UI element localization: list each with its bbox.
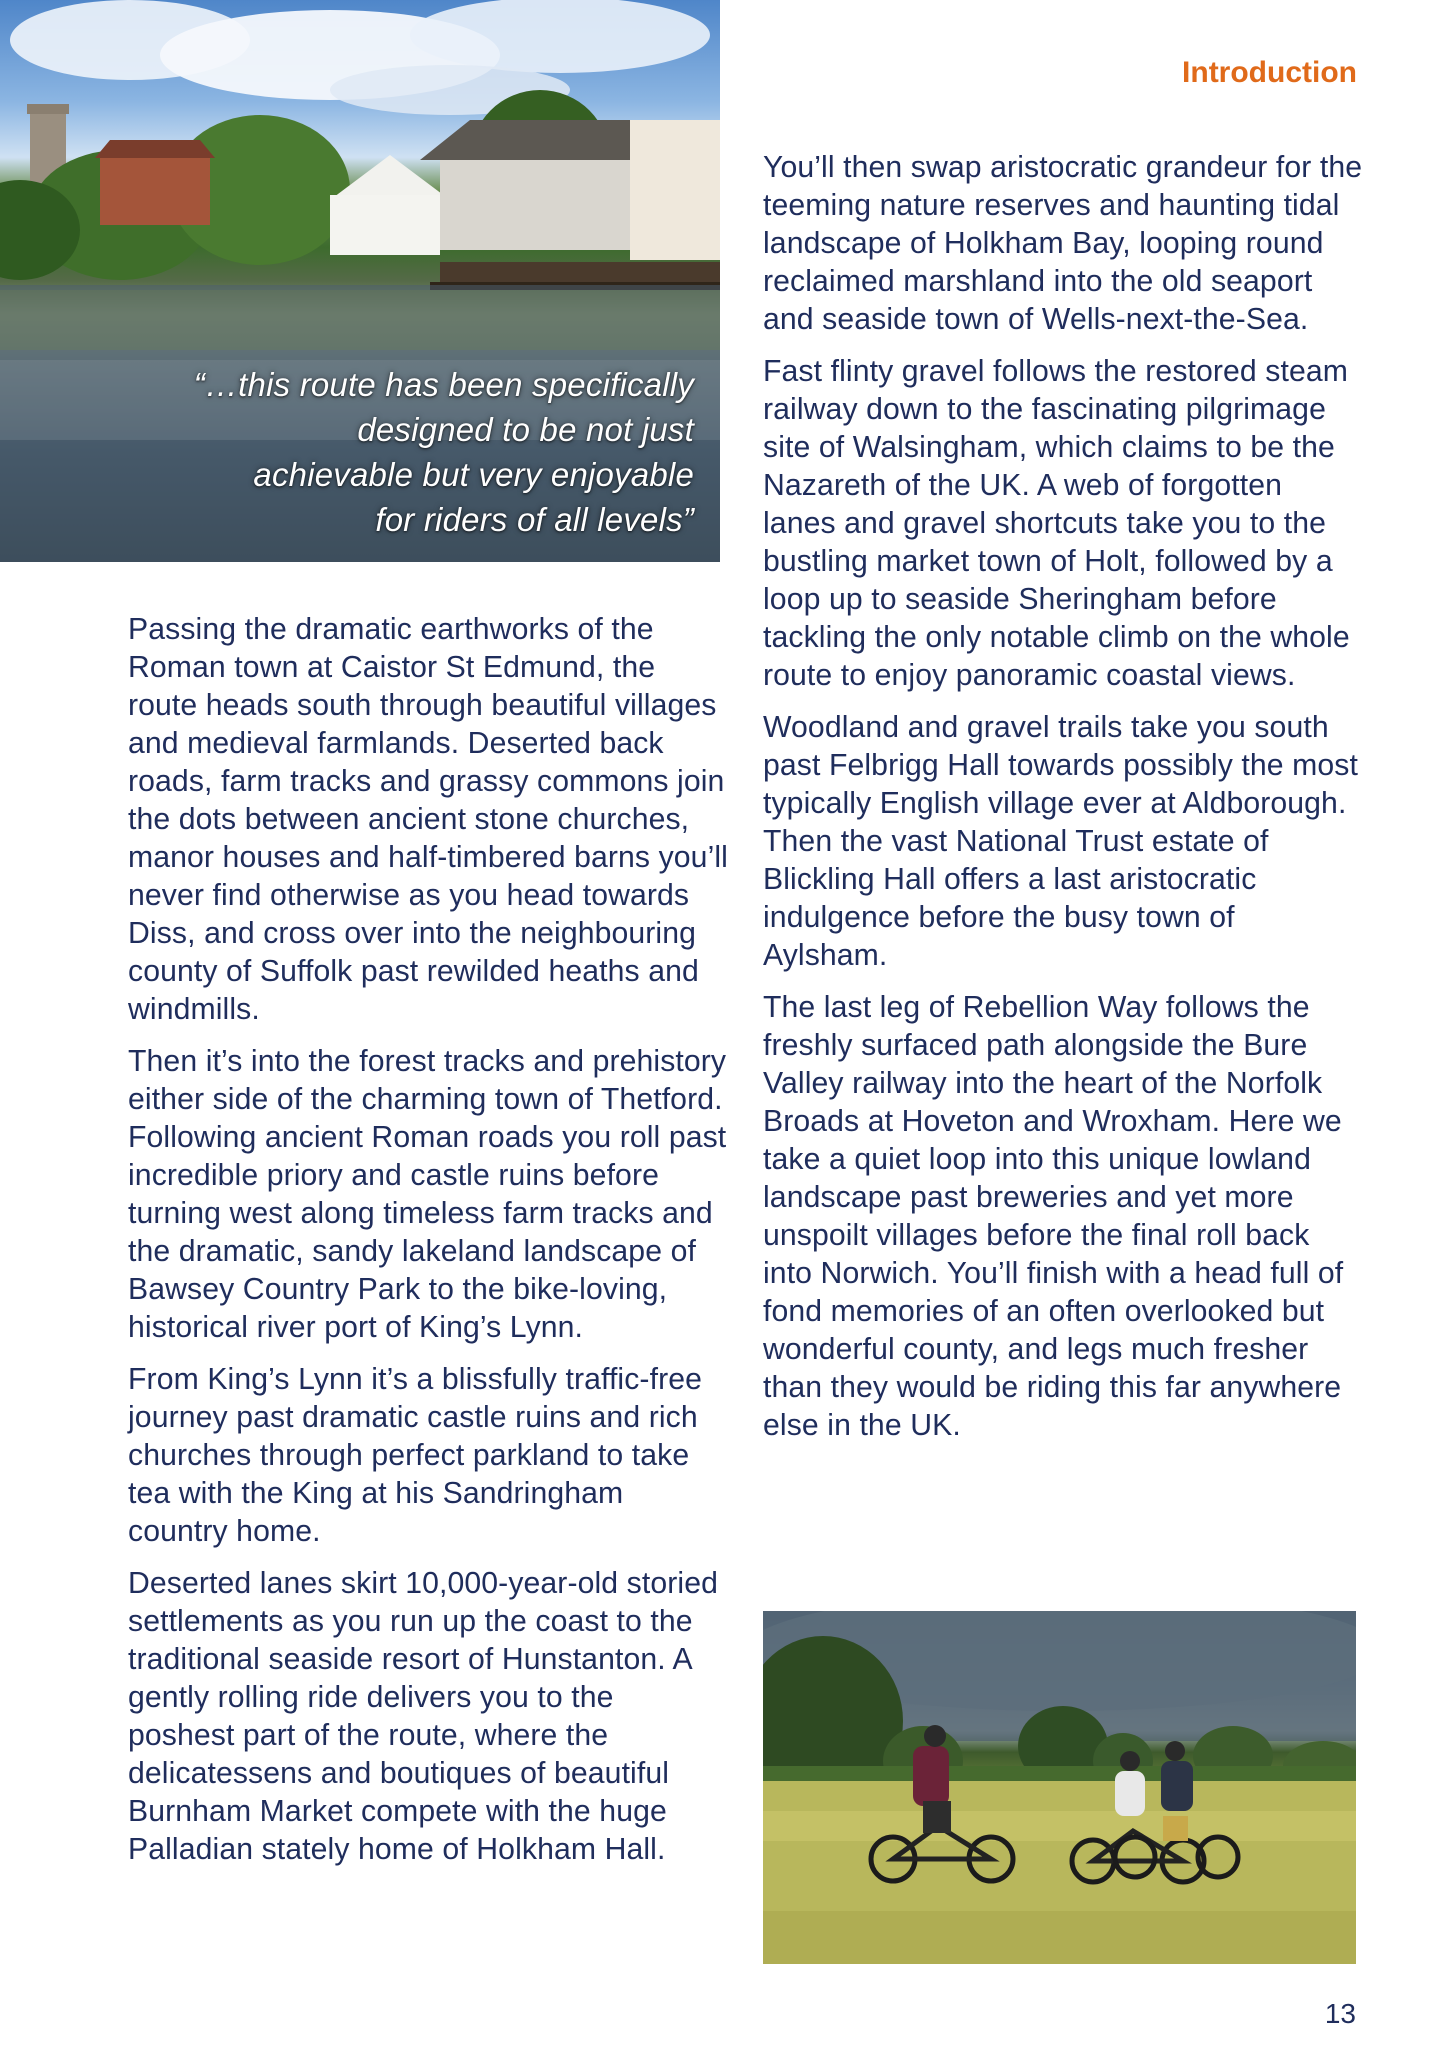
page-number: 13 — [1324, 1998, 1356, 2029]
left-column — [128, 611, 728, 1883]
pull-quote-line: achievable but very enjoyable — [253, 456, 694, 493]
body-paragraph: Fast flinty gravel follows the restored steam railway down to the fascinating pilgrimage site of Walsingham, which claims to be the Nazareth of the UK. A web of forgotten lanes and gravel shortcuts take you to the bustling market town of Holt, followed by a loop up to seaside Sheringham before tackling the only notable climb on the whole route to enjoy panoramic coastal views. — [763, 355, 1350, 692]
section-title: Introduction — [1182, 56, 1357, 89]
hero-photo — [0, 0, 720, 562]
pull-quote-line: for riders of all levels” — [375, 501, 694, 538]
body-paragraph: The last leg of Rebellion Way follows the freshly surfaced path alongside the Bure Valley railway into the heart of the Norfolk Broads at Hoveton and Wroxham. Here we take a quiet loop into this unique lowland landscape past breweries and yet more unspoilt villages before the final roll back into Norwich. You’ll finish with a head full of fond memories of an often overlooked but wonderful county, and legs much fresher than they would be riding this far anywhere else in the UK. — [763, 991, 1344, 1442]
body-paragraph: Then it’s into the forest tracks and prehistory either side of the charming town of Thetford. Following ancient Roman roads you roll past incredible priory and castle ruins before turning west along timeless farm tracks and the dramatic, sandy lakeland landscape of Bawsey Country Park to the bike-loving, historical river port of King’s Lynn. — [128, 1045, 727, 1344]
pull-quote — [94, 362, 694, 542]
pull-quote-line: designed to be not just — [357, 411, 694, 448]
body-paragraph: Passing the dramatic earthworks of the Roman town at Caistor St Edmund, the route heads south through beautiful villages and medieval farmlands. Deserted back roads, farm tracks and grassy commons join the dots between ancient stone churches, manor houses and half-timbered barns you’ll never find otherwise as you head towards Diss, and cross over into the neighbouring county of Suffolk past rewilded heaths and windmills. — [128, 613, 728, 1026]
cyclists-photo — [763, 1611, 1356, 1964]
body-paragraph: Woodland and gravel trails take you south past Felbrigg Hall towards possibly the most typically English village ever at Aldborough. Then the vast National Trust estate of Blickling Hall offers a last aristocratic indulgence before the busy town of Aylsham. — [763, 711, 1358, 972]
body-paragraph: You’ll then swap aristocratic grandeur for the teeming nature reserves and haunting tidal landscape of Holkham Bay, looping round reclaimed marshland into the old seaport and seaside town of Wells-next-the-Sea. — [763, 151, 1363, 336]
body-paragraph: Deserted lanes skirt 10,000-year-old storied settlements as you run up the coast to the traditional seaside resort of Hunstanton. A gently rolling ride delivers you to the poshest part of the route, where the delicatessens and boutiques of beautiful Burnham Market compete with the huge Palladian stately home of Holkham Hall. — [128, 1567, 718, 1866]
right-column — [763, 149, 1363, 1459]
body-paragraph: From King’s Lynn it’s a blissfully traffic-free journey past dramatic castle ruins and rich churches through perfect parkland to take tea with the King at his Sandringham country home. — [128, 1363, 703, 1548]
cyclists-in-meadow-illustration — [763, 1611, 1356, 1964]
pull-quote-line: “…this route has been specifically — [193, 366, 694, 403]
